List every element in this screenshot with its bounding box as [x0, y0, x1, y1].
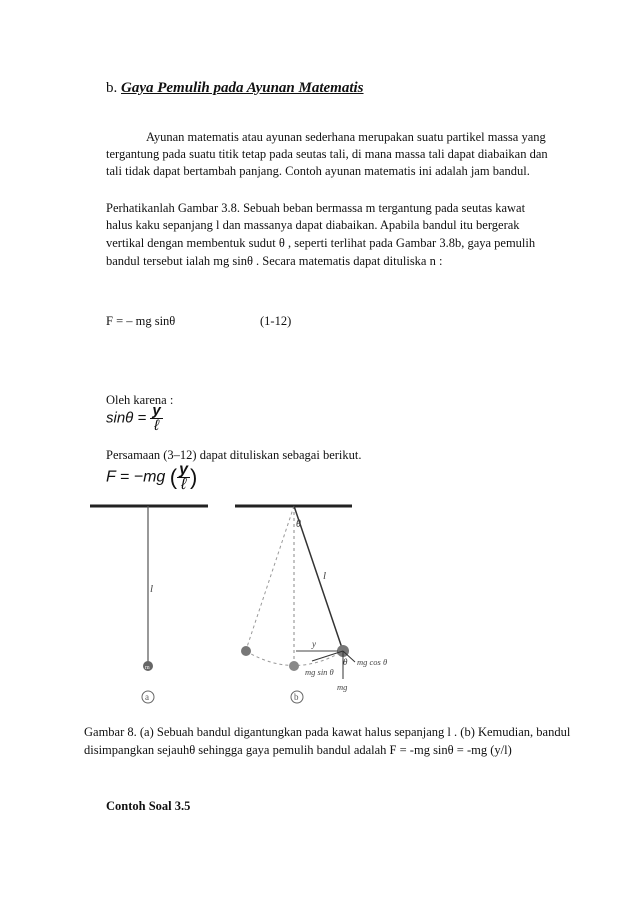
paragraph2-line4: bandul tersebut ialah mg sinθ . Secara matematis dapat dituliska n : — [106, 254, 443, 268]
formula-force-lhs: F = −mg — [106, 468, 166, 486]
section-prefix: b. — [106, 80, 118, 96]
label-b-theta2: θ — [343, 657, 348, 667]
formula-sin-denominator: ℓ — [154, 417, 160, 434]
paragraph1-line1: Ayunan matematis atau ayunan sederhana merupakan suatu partikel massa yang — [146, 130, 546, 144]
tag-a: a — [145, 692, 149, 702]
formula-force-denominator: ℓ — [180, 476, 187, 493]
section-title: Gaya Pemulih pada Ayunan Matematis — [121, 80, 364, 96]
equation-number: (1-12) — [260, 314, 292, 328]
ghost-string-b — [246, 506, 294, 650]
label-b-mg: mg — [337, 682, 348, 692]
paragraph1-line3: tali tidak dapat bertambah panjang. Contoh ayunan matematis ini adalah jam bandul. — [106, 164, 530, 178]
paragraph1-line2: tergantung pada suatu titik tetap pada seutas tali, di mana massa tali dapat diabaikan dan — [106, 147, 548, 161]
formula-force: F = −mg ( $\frac{y}{\text{ℓ}}$ ) — [106, 461, 198, 493]
label-b-cos: mg cos θ — [357, 657, 388, 667]
example-title: Contoh Soal 3.5 — [106, 799, 191, 813]
caption-line2: disimpangkan sejauhθ sehingga gaya pemulih bandul adalah F = -mg sinθ = -mg (y/l) — [84, 743, 512, 757]
label-b-y: y — [312, 639, 316, 649]
label-b-sin: mg sin θ — [305, 667, 334, 677]
ghost-bob-center — [289, 661, 299, 671]
equation-text: F = – mg sinθ — [106, 314, 176, 328]
paragraph2-line1: Perhatikanlah Gambar 3.8. Sebuah beban bermassa m tergantung pada seutas kawat — [106, 201, 526, 215]
label-b-angle: θ — [296, 519, 301, 530]
label-b-length: l — [323, 570, 327, 582]
formula-force-numerator: y — [179, 461, 188, 478]
tag-b: b — [294, 692, 299, 702]
formula-sin-numerator: y — [152, 402, 161, 419]
because-label: Oleh karena : — [106, 393, 174, 407]
sin-arrow-b — [312, 651, 343, 661]
paragraph2-line3: vertikal dengan membentuk sudut θ , seperti terlihat pada Gambar 3.8b, gaya pemulih — [106, 236, 536, 250]
label-a-mass: m — [145, 665, 150, 671]
label-a-length: l — [150, 583, 154, 595]
string-b — [294, 506, 343, 651]
ghost-bob-left — [241, 646, 251, 656]
persamaan-text: Persamaan (3–12) dapat dituliskan sebagai berikut. — [106, 448, 362, 462]
formula-sin-lhs: sinθ = — [106, 409, 147, 427]
paragraph2-line2: halus kaku sepanjang l dan massanya dapat diabaikan. Apabila bandul itu bergerak — [106, 218, 520, 232]
caption-line1: Gambar 8. (a) Sebuah bandul digantungkan pada kawat halus sepanjang l . (b) Kemudian, bandul — [84, 725, 571, 739]
